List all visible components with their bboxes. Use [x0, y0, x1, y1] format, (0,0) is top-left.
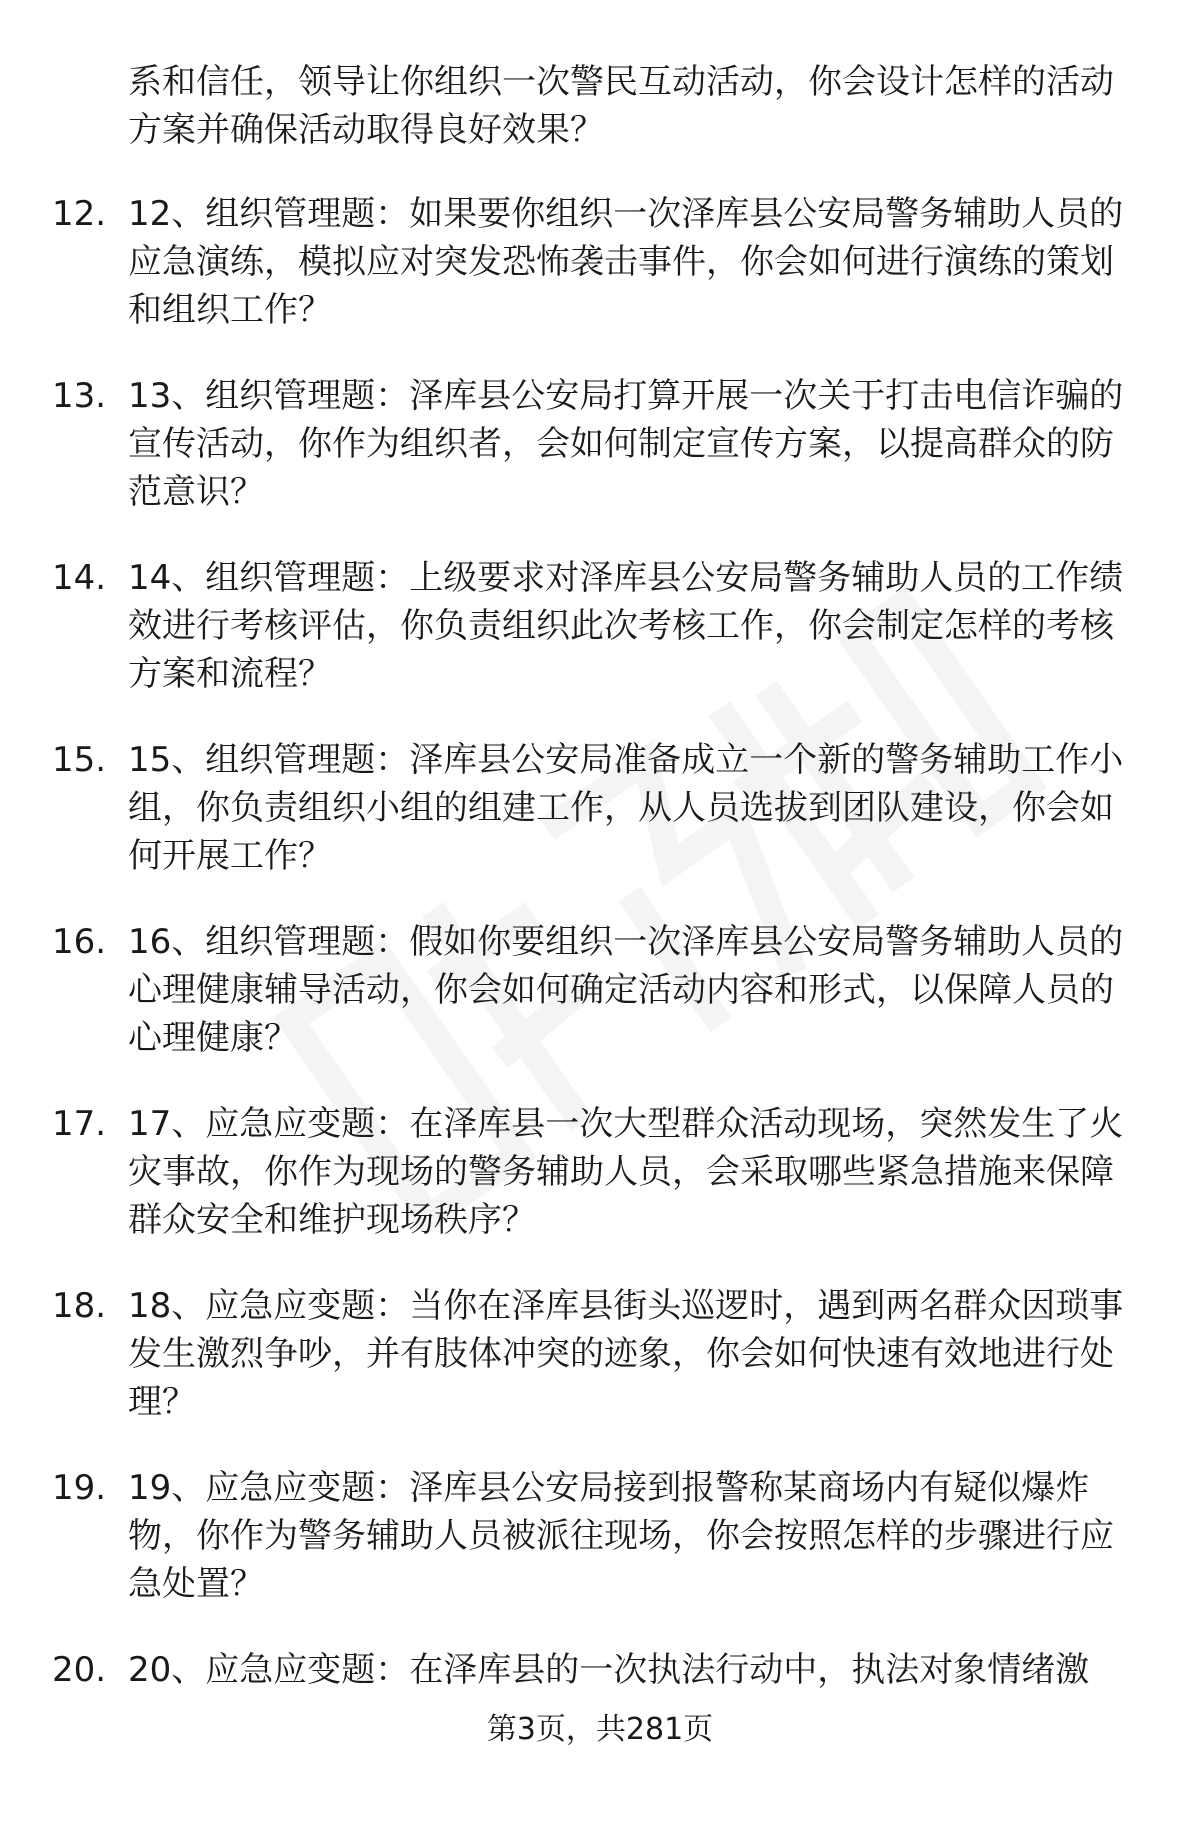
question-text: 20、应急应变题：在泽库县的一次执法行动中，执法对象情绪激 — [128, 1650, 1090, 1690]
list-item — [0, 190, 1200, 372]
question-number: 15. — [52, 740, 107, 780]
question-text: 17、应急应变题：在泽库县一次大型群众活动现场，突然发生了火灾事故，你作为现场的警务辅助人员，会采取哪些紧急措施来保障群众安全和维护现场秩序？ — [128, 1104, 1124, 1240]
question-number: 14. — [52, 558, 107, 598]
list-item — [0, 1100, 1200, 1282]
list-item — [0, 918, 1200, 1100]
question-text: 16、组织管理题：假如你要组织一次泽库县公安局警务辅助人员的心理健康辅导活动，你会如何确定活动内容和形式，以保障人员的心理健康？ — [128, 922, 1124, 1058]
question-text: 19、应急应变题：泽库县公安局接到报警称某商场内有疑似爆炸物，你作为警务辅助人员被派往现场，你会按照怎样的步骤进行应急处置？ — [128, 1468, 1114, 1604]
list-item — [0, 372, 1200, 554]
list-item — [0, 1282, 1200, 1464]
page-footer: 第3页，共281页 — [486, 1712, 714, 1747]
question-number: 16. — [52, 922, 107, 962]
question-number: 20. — [52, 1650, 107, 1690]
question-text: 14、组织管理题：上级要求对泽库县公安局警务辅助人员的工作绩效进行考核评估，你负责组织此次考核工作，你会制定怎样的考核方案和流程？ — [128, 558, 1124, 694]
question-number: 17. — [52, 1104, 107, 1144]
question-number: 19. — [52, 1468, 107, 1508]
continuation-text: 系和信任，领导让你组织一次警民互动活动，你会设计怎样的活动方案并确保活动取得良好效果？ — [128, 62, 1114, 150]
question-number: 13. — [52, 376, 107, 416]
list-item — [0, 1464, 1200, 1646]
list-item — [0, 554, 1200, 736]
question-text: 15、组织管理题：泽库县公安局准备成立一个新的警务辅助工作小组，你负责组织小组的组建工作，从人员选拔到团队建设，你会如何开展工作？ — [128, 740, 1124, 876]
question-text: 13、组织管理题：泽库县公安局打算开展一次关于打击电信诈骗的宣传活动，你作为组织者，会如何制定宣传方案，以提高群众的防范意识？ — [128, 376, 1124, 512]
question-list — [0, 190, 1200, 1828]
question-number: 12. — [52, 194, 107, 234]
list-item — [0, 736, 1200, 918]
question-text: 12、组织管理题：如果要你组织一次泽库县公安局警务辅助人员的应急演练，模拟应对突发恐怖袭击事件，你会如何进行演练的策划和组织工作？ — [128, 194, 1124, 330]
question-text: 18、应急应变题：当你在泽库县街头巡逻时，遇到两名群众因琐事发生激烈争吵，并有肢体冲突的迹象，你会如何快速有效地进行处理？ — [128, 1286, 1124, 1422]
question-number: 18. — [52, 1286, 107, 1326]
